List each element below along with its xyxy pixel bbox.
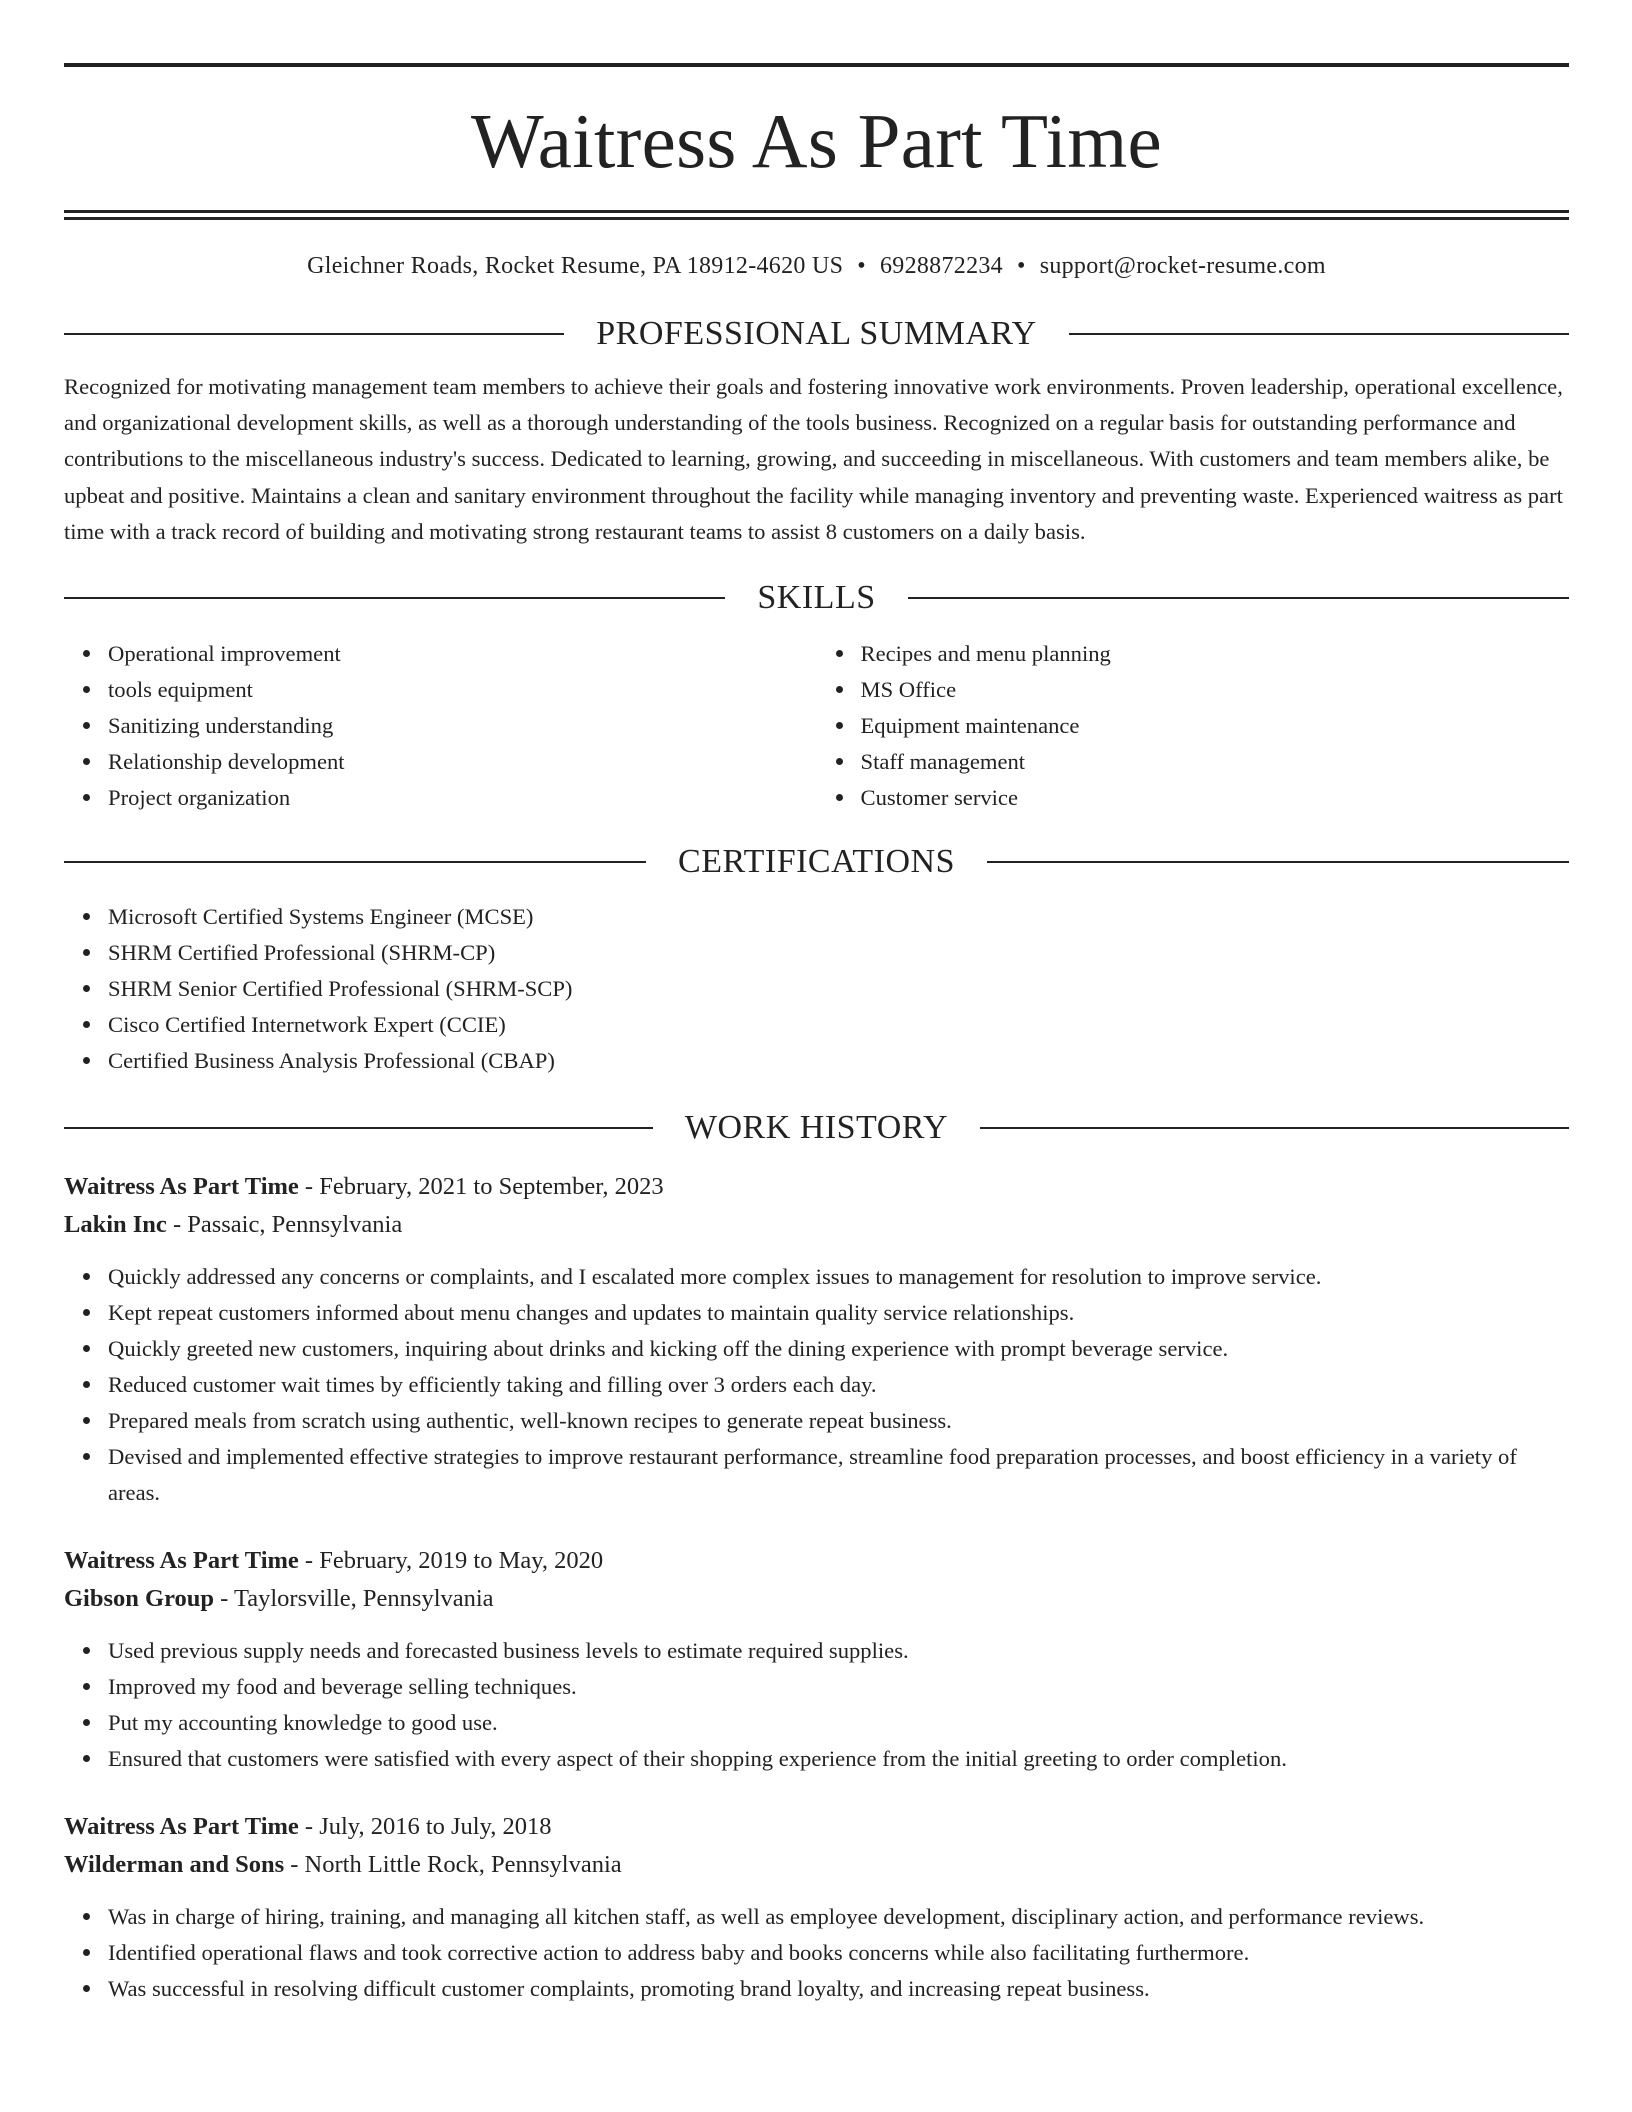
contact-separator: • — [857, 253, 866, 279]
job-title-line — [64, 1808, 1569, 1846]
job-duties — [64, 1633, 1569, 1777]
duty-item: Prepared meals from scratch using authentic, well-known recipes to generate repeat business. — [108, 1403, 1569, 1439]
job-dates: - February, 2021 to September, 2023 — [298, 1173, 664, 1201]
section-rule — [64, 333, 564, 335]
job-company-line — [64, 1206, 1569, 1244]
section-rule — [64, 861, 646, 863]
duty-item: Ensured that customers were satisfied with every aspect of their shopping experience from the initial greeting to order completion. — [108, 1741, 1569, 1777]
header-top-rule — [64, 63, 1569, 67]
job-title: Waitress As Part Time — [64, 1813, 299, 1841]
section-title: SKILLS — [757, 579, 876, 617]
job-location: - North Little Rock, Pennsylvania — [284, 1851, 622, 1879]
section-rule — [980, 1127, 1569, 1129]
duty-item: Devised and implemented effective strategies to improve restaurant performance, streamline food preparation processes, and boost efficiency in a variety of areas. — [108, 1439, 1569, 1511]
duty-item: Put my accounting knowledge to good use. — [108, 1705, 1569, 1741]
job-title-line — [64, 1542, 1569, 1580]
job-title-line — [64, 1168, 1569, 1206]
section-rule — [908, 597, 1569, 599]
duty-item: Identified operational flaws and took corrective action to address baby and books concerns while also facilitating furthermore. — [108, 1935, 1569, 1971]
contact-phone: 6928872234 — [879, 253, 1003, 279]
skill-item: MS Office — [861, 672, 1570, 708]
duty-item: Kept repeat customers informed about menu changes and updates to maintain quality service relationships. — [108, 1295, 1569, 1331]
skills-column-left — [64, 636, 817, 816]
job-location: - Taylorsville, Pennsylvania — [214, 1585, 494, 1613]
job-duties — [64, 1259, 1569, 1511]
duty-item: Reduced customer wait times by efficiently taking and filling over 3 orders each day. — [108, 1367, 1569, 1403]
job-dates: - February, 2019 to May, 2020 — [298, 1547, 604, 1575]
skill-item: Relationship development — [108, 744, 817, 780]
skill-item: Equipment maintenance — [861, 708, 1570, 744]
section-rule — [1069, 333, 1569, 335]
skill-item: Sanitizing understanding — [108, 708, 817, 744]
contact-email: support@rocket-resume.com — [1039, 253, 1326, 279]
job-title: Waitress As Part Time — [64, 1547, 299, 1575]
duty-item: Quickly addressed any concerns or complaints, and I escalated more complex issues to management for resolution to improve service. — [108, 1259, 1569, 1295]
duty-item: Used previous supply needs and forecasted business levels to estimate required supplies. — [108, 1633, 1569, 1669]
skill-item: Recipes and menu planning — [861, 636, 1570, 672]
section-title: CERTIFICATIONS — [678, 843, 955, 881]
work-history-section-header — [64, 1111, 1569, 1145]
skill-item: tools equipment — [108, 672, 817, 708]
contact-line — [64, 253, 1569, 280]
job-duties — [64, 1899, 1569, 2007]
summary-section-header — [64, 317, 1569, 351]
summary-text: Recognized for motivating management team members to achieve their goals and fostering innovative work environments. Proven leadership, operational excellence, and organizational development skills, as well as a thorough understanding of the tools business. Recognized on a regular basis for outstanding performance and contributions to the miscellaneous industry's success. Dedicated to learning, growing, and succeeding in miscellaneous. With customers and team members alike, be upbeat and positive. Maintains a clean and sanitary environment throughout the facility while managing inventory and preventing waste. Experienced waitress as part time with a track record of building and motivating strong restaurant teams to assist 8 customers on a daily basis. — [64, 374, 1563, 544]
job-entry — [64, 1542, 1569, 1777]
header-double-rule — [64, 210, 1569, 220]
job-entry — [64, 1168, 1569, 1511]
skill-item: Customer service — [861, 780, 1570, 816]
certification-item: SHRM Certified Professional (SHRM-CP) — [108, 935, 1569, 971]
section-rule — [64, 597, 725, 599]
job-company-line — [64, 1580, 1569, 1618]
section-rule — [987, 861, 1569, 863]
skill-item: Staff management — [861, 744, 1570, 780]
job-company: Gibson Group — [64, 1585, 215, 1613]
job-company-line — [64, 1846, 1569, 1884]
job-company: Wilderman and Sons — [64, 1851, 285, 1879]
job-dates: - July, 2016 to July, 2018 — [298, 1813, 552, 1841]
certification-item: Microsoft Certified Systems Engineer (MCSE) — [108, 899, 1569, 935]
duty-item: Quickly greeted new customers, inquiring about drinks and kicking off the dining experience with prompt beverage service. — [108, 1331, 1569, 1367]
contact-separator: • — [1016, 253, 1026, 279]
duty-item: Was successful in resolving difficult customer complaints, promoting brand loyalty, and increasing repeat business. — [108, 1971, 1569, 2007]
certifications-list — [64, 899, 1569, 1079]
skill-item: Operational improvement — [108, 636, 817, 672]
duty-item: Improved my food and beverage selling techniques. — [108, 1669, 1569, 1705]
section-title: PROFESSIONAL SUMMARY — [596, 315, 1037, 352]
skill-item: Project organization — [108, 780, 817, 816]
certifications-section-header — [64, 845, 1569, 879]
certification-item: Certified Business Analysis Professional (CBAP) — [108, 1043, 1569, 1079]
job-location: - Passaic, Pennsylvania — [166, 1211, 403, 1239]
certification-item: Cisco Certified Internetwork Expert (CCIE) — [108, 1007, 1569, 1043]
job-company: Lakin Inc — [64, 1211, 167, 1239]
job-entry — [64, 1808, 1569, 2007]
skills-section-header — [64, 581, 1569, 615]
job-title: Waitress As Part Time — [64, 1173, 299, 1201]
contact-address: Gleichner Roads, Rocket Resume, PA 18912-4620 US — [307, 253, 844, 279]
certification-item: SHRM Senior Certified Professional (SHRM-SCP) — [108, 971, 1569, 1007]
section-title: WORK HISTORY — [684, 1109, 949, 1147]
duty-item: Was in charge of hiring, training, and managing all kitchen staff, as well as employee development, disciplinary action, and performance reviews. — [108, 1899, 1569, 1935]
skills-column-right — [817, 636, 1570, 816]
section-rule — [64, 1127, 653, 1129]
skills-list — [64, 636, 1569, 816]
candidate-name: Waitress As Part Time — [470, 98, 1163, 184]
